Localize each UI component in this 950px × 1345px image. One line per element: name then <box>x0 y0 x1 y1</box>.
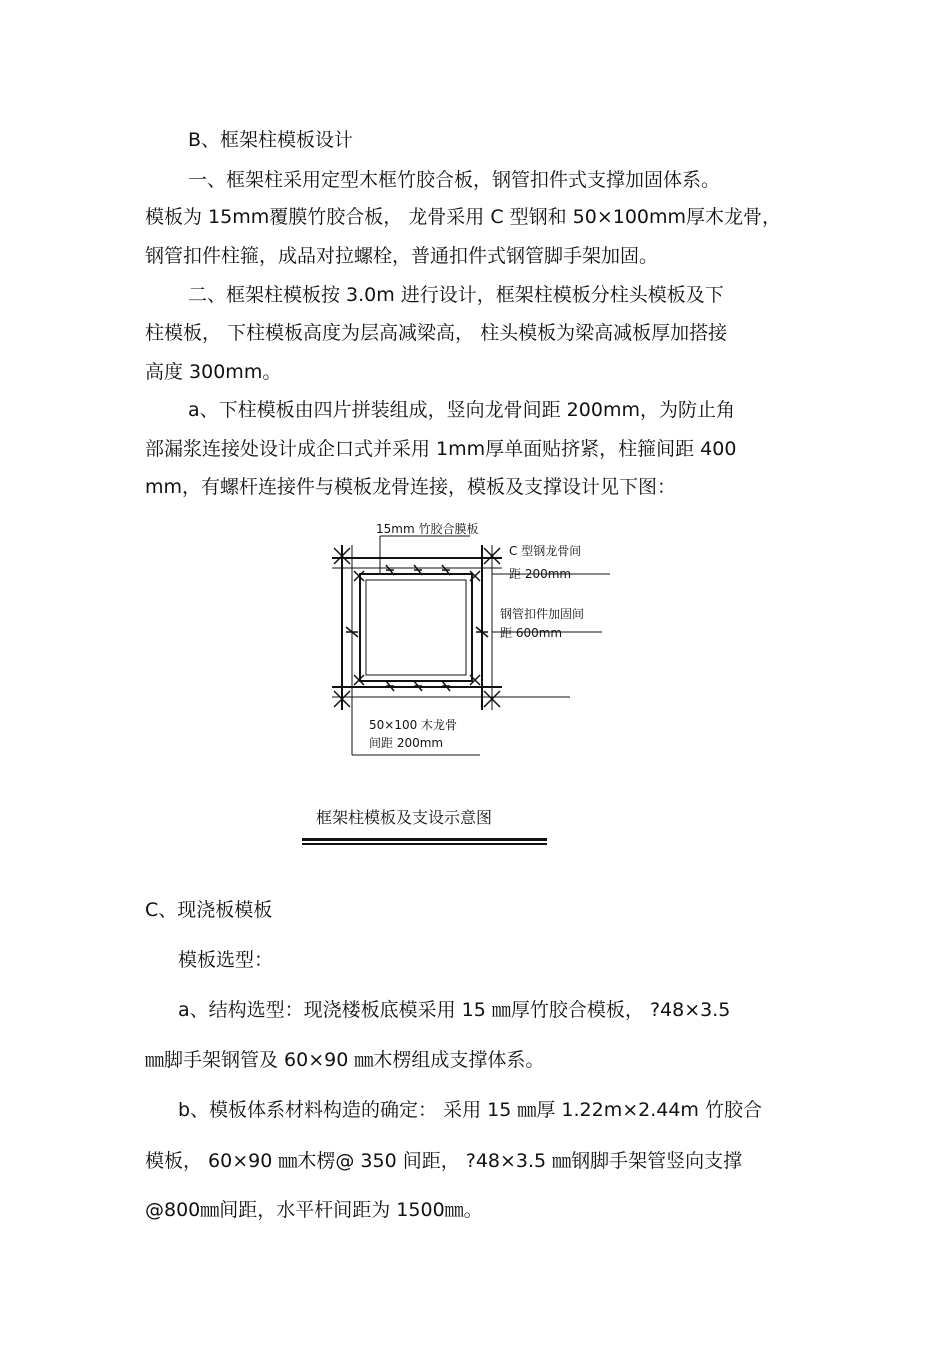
diagram-label-c-steel: C 型钢龙骨间 <box>509 544 582 558</box>
paragraph-line: 二、框架柱模板按 3.0m 进行设计，框架柱模板分柱头模板及下 <box>188 284 724 306</box>
paragraph-line: a、下柱模板由四片拼装组成，竖向龙骨间距 200mm，为防止角 <box>188 399 735 421</box>
caption-rule <box>302 838 547 841</box>
paragraph-line: 一、框架柱采用定型木框竹胶合板，钢管扣件式支撑加固体系。 <box>188 169 721 191</box>
diagram-label-steel-pipe: 钢管扣件加固间 <box>500 607 585 621</box>
diagram-label-steel-pipe: 距 600mm <box>500 626 563 640</box>
paragraph-line: 模板选型： <box>178 949 274 971</box>
paragraph-line: 高度 300mm。 <box>145 361 282 383</box>
diagram-label-plywood: 15mm 竹胶合膜板 <box>376 522 479 536</box>
paragraph-line: 钢管扣件柱箍，成品对拉螺栓，普通扣件式钢管脚手架加固。 <box>145 245 659 267</box>
paragraph-line: 模板为 15mm覆膜竹胶合板， 龙骨采用 C 型钢和 50×100mm厚木龙骨， <box>145 206 782 228</box>
paragraph-line: a、结构选型：现浇楼板底模采用 15 ㎜厚竹胶合模板， ?48×3.5 <box>178 999 731 1021</box>
paragraph-line: ㎜脚手架钢管及 60×90 ㎜木楞组成支撑体系。 <box>145 1049 545 1071</box>
section-b-heading: B、框架柱模板设计 <box>188 129 354 151</box>
section-c-heading: C、现浇板模板 <box>145 899 273 921</box>
column-formwork-diagram <box>320 515 620 760</box>
paragraph-line: 模板， 60×90 ㎜木楞@ 350 间距， ?48×3.5 ㎜钢脚手架管竖向支撑 <box>145 1150 743 1172</box>
diagram-label-wood-keel: 50×100 木龙骨 <box>369 718 458 732</box>
paragraph-line: @800㎜间距，水平杆间距为 1500㎜。 <box>145 1199 483 1221</box>
paragraph-line: 部漏浆连接处设计成企口式并采用 1mm厚单面贴挤紧，柱箍间距 400 <box>145 438 737 460</box>
paragraph-line: 柱模板， 下柱模板高度为层高减梁高， 柱头模板为梁高减板厚加搭接 <box>145 322 728 344</box>
diagram-caption: 框架柱模板及支设示意图 <box>316 808 493 827</box>
diagram-label-c-steel: 距 200mm <box>509 567 572 581</box>
paragraph-line: mm，有螺杆连接件与模板龙骨连接，模板及支撑设计见下图： <box>145 476 677 498</box>
caption-rule <box>302 843 547 845</box>
paragraph-line: b、模板体系材料构造的确定： 采用 15 ㎜厚 1.22m×2.44m 竹胶合 <box>178 1099 762 1121</box>
diagram-label-wood-keel: 间距 200mm <box>369 736 444 750</box>
